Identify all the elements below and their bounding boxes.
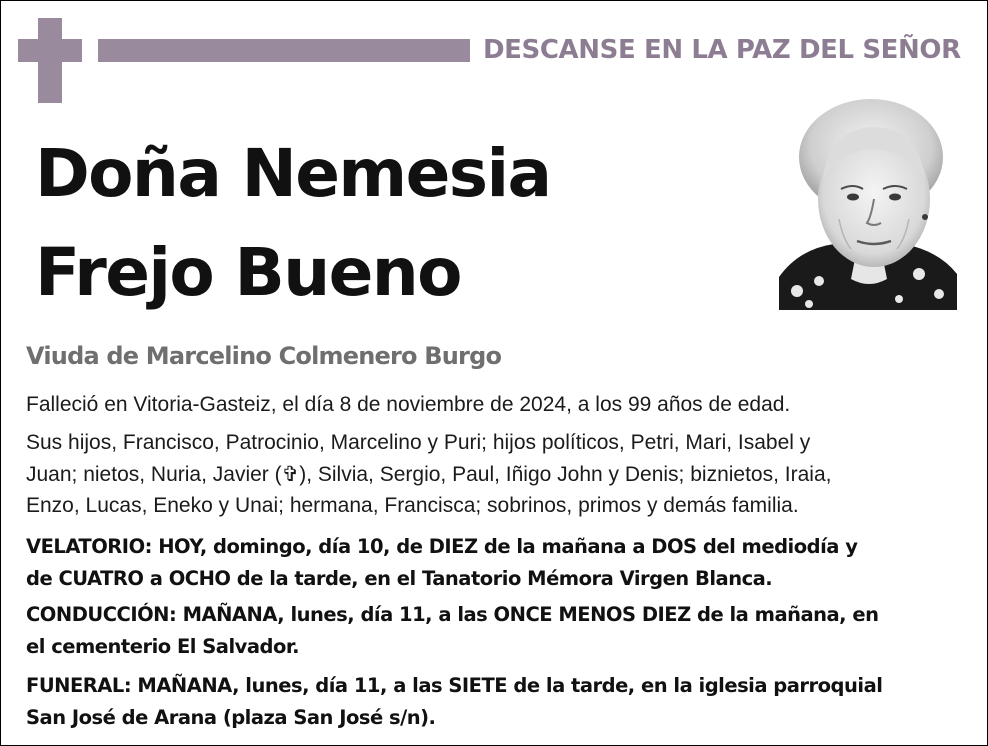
velatorio-paragraph bbox=[26, 531, 966, 594]
conduccion-paragraph bbox=[26, 599, 966, 662]
death-notice: Falleció en Vitoria-Gasteiz, el día 8 de noviembre de 2024, a los 99 años de edad. bbox=[26, 393, 791, 416]
family-paragraph bbox=[26, 427, 966, 522]
header-band bbox=[98, 39, 470, 62]
portrait-photo bbox=[779, 99, 957, 310]
family-line: Juan; nietos, Nuria, Javier (✞), Silvia, Sergio, Paul, Iñigo John y Denis; biznietos, Iraia, bbox=[26, 462, 832, 486]
velatorio-line: VELATORIO: HOY, domingo, día 10, de DIEZ de la mañana a DOS del mediodía y bbox=[26, 535, 858, 558]
header-banner-text: DESCANSE EN LA PAZ DEL SEÑOR bbox=[483, 35, 961, 65]
widow-subtitle: Viuda de Marcelino Colmenero Burgo bbox=[26, 342, 502, 370]
funeral-line: FUNERAL: MAÑANA, lunes, día 11, a las SIETE de la tarde, en la iglesia parroquial bbox=[26, 674, 883, 697]
deceased-name-line2: Frejo Bueno bbox=[35, 234, 461, 311]
cross-icon-arm bbox=[18, 39, 82, 62]
family-line: Sus hijos, Francisco, Patrocinio, Marcelino y Puri; hijos políticos, Petri, Mari, Isabel y bbox=[26, 431, 811, 454]
conduccion-line: el cementerio El Salvador. bbox=[26, 634, 300, 658]
funeral-paragraph bbox=[26, 670, 966, 733]
velatorio-line: de CUATRO a OCHO de la tarde, en el Tanatorio Mémora Virgen Blanca. bbox=[26, 566, 773, 590]
conduccion-line: CONDUCCIÓN: MAÑANA, lunes, día 11, a las ONCE MENOS DIEZ de la mañana, en bbox=[26, 603, 879, 626]
funeral-line: San José de Arana (plaza San José s/n). bbox=[26, 705, 436, 729]
deceased-name-line1: Doña Nemesia bbox=[35, 135, 551, 212]
portrait-illustration bbox=[779, 99, 957, 310]
family-line: Enzo, Lucas, Eneko y Unai; hermana, Francisca; sobrinos, primos y demás familia. bbox=[26, 494, 799, 517]
